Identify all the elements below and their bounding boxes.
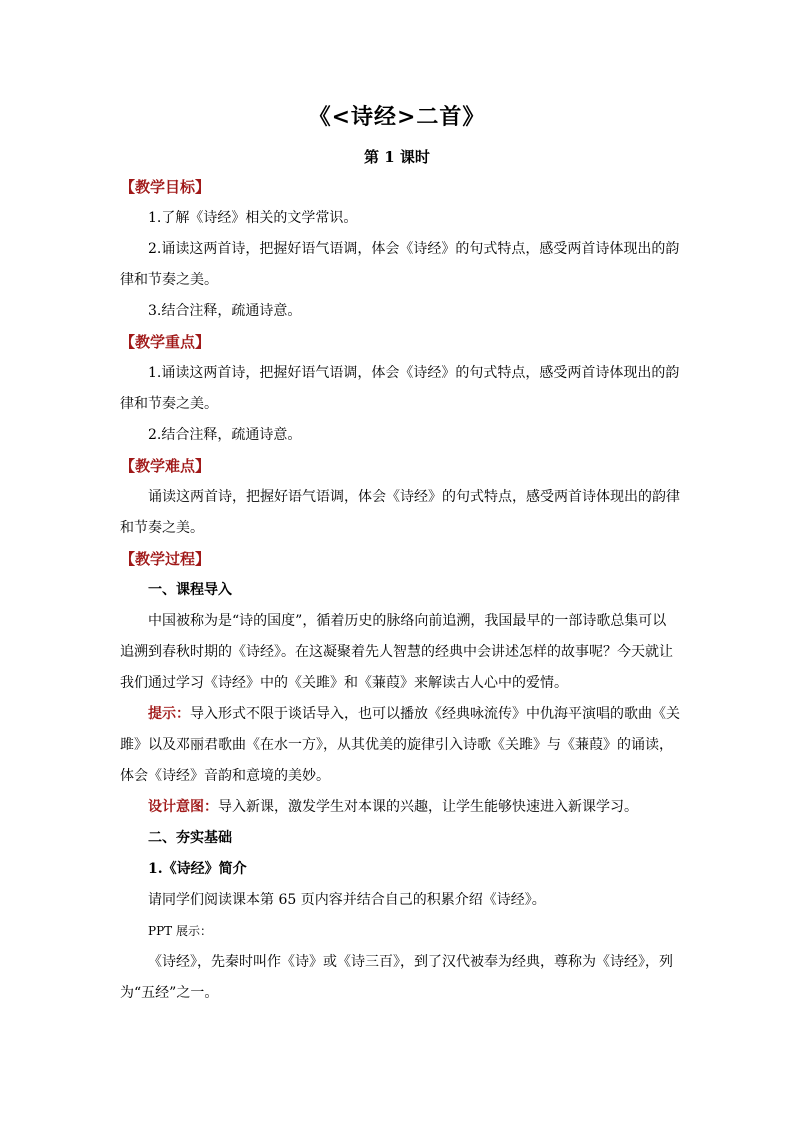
section-heading: 二、夯实基础: [148, 830, 232, 846]
shijing-description: 《诗经》，先秦时叫作《诗》或《诗三百》，到了汉代被奉为经典，尊称为《诗经》，列为“五经”之一。: [120, 954, 673, 1001]
design-paragraph: [120, 792, 680, 823]
design-text: 导入新课，激发学生对本课的兴趣，让学生能够快速进入新课学习。: [218, 799, 638, 815]
subsection-heading: 1.《诗经》简介: [148, 861, 247, 877]
difficulties-text: 诵读这两首诗，把握好语气语调，体会《诗经》的句式特点，感受两首诗体现出的韵律和节奏之美。: [120, 489, 680, 536]
process-heading: 【教学过程】: [120, 550, 211, 568]
document-body: [120, 172, 680, 1009]
intro-paragraph: 中国被称为是“诗的国度”，循着历史的脉络向前追溯，我国最早的一部诗歌总集可以追溯到春秋时期的《诗经》。在这凝聚着先人智慧的经典中会讲述怎样的故事呢？今天就让我们通过学习《诗经》中的《关雎》和《蒹葭》来解读古人心中的爱情。: [120, 613, 673, 691]
design-label: 设计意图：: [148, 799, 218, 815]
reading-instruction: 请同学们阅读课本第 65 页内容并结合自己的积累介绍《诗经》。: [148, 892, 546, 908]
keypoints-heading: 【教学重点】: [120, 333, 211, 351]
document-title: 《<诗经>二首》: [308, 104, 486, 130]
section-heading: 一、课程导入: [148, 582, 232, 598]
tip-text: 导入形式不限于谈话导入，也可以播放《经典咏流传》中仇海平演唱的歌曲《关雎》以及邓丽君歌曲《在水一方》，从其优美的旋律引入诗歌《关雎》与《蒹葭》的诵读，体会《诗经》音韵和意境的美妙。: [120, 706, 680, 784]
ppt-label: PPT 展示：: [148, 924, 212, 938]
lesson-subtitle: 第 1 课时: [364, 148, 430, 166]
objective-item: 2.诵读这两首诗，把握好语气语调，体会《诗经》的句式特点，感受两首诗体现出的韵律和节奏之美。: [120, 241, 680, 288]
keypoint-item: 1.诵读这两首诗，把握好语气语调，体会《诗经》的句式特点，感受两首诗体现出的韵律和节奏之美。: [120, 365, 680, 412]
objectives-heading: 【教学目标】: [120, 178, 211, 196]
keypoint-item: 2.结合注释，疏通诗意。: [148, 427, 302, 443]
tip-paragraph: [120, 699, 680, 792]
tip-label: 提示：: [148, 706, 190, 722]
difficulties-heading: 【教学难点】: [120, 457, 211, 475]
objective-item: 1.了解《诗经》相关的文学常识。: [148, 210, 358, 226]
objective-item: 3.结合注释，疏通诗意。: [148, 303, 302, 319]
